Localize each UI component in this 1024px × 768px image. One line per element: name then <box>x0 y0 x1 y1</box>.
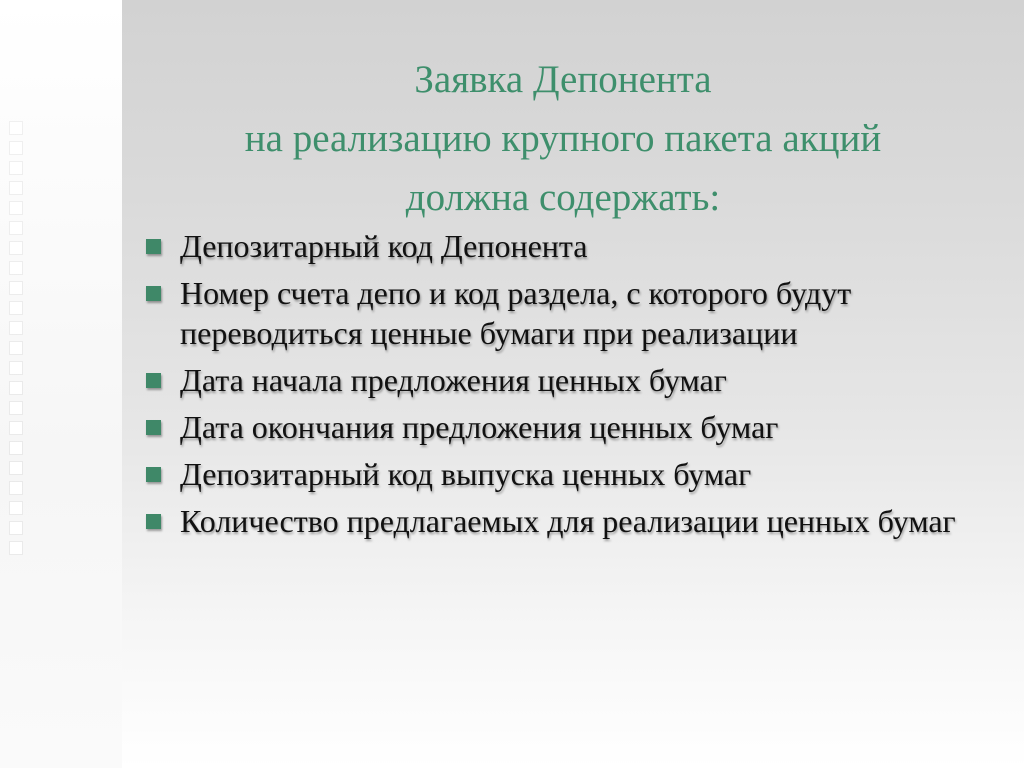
bullet-text: Депозитарный код выпуска ценных бумаг <box>180 456 752 492</box>
bullet-list <box>146 226 966 548</box>
decorative-square <box>10 462 22 474</box>
bullet-item-end-date <box>146 407 966 447</box>
square-bullet-icon <box>146 420 161 435</box>
decorative-square <box>10 122 22 134</box>
bullet-text: Дата начала предложения ценных бумаг <box>180 362 727 398</box>
decorative-square <box>10 282 22 294</box>
bullet-text: Номер счета депо и код раздела, с которого будут переводиться ценные бумаги при реализации <box>180 275 852 351</box>
title-line-2: на реализацию крупного пакета акций <box>244 117 882 160</box>
title-line-1: Заявка Депонента <box>414 58 712 101</box>
decorative-left-strip <box>0 0 122 768</box>
decorative-square-column <box>10 0 24 768</box>
decorative-square <box>10 222 22 234</box>
decorative-square <box>10 422 22 434</box>
decorative-square <box>10 482 22 494</box>
bullet-text: Количество предлагаемых для реализации ценных бумаг <box>180 503 956 539</box>
decorative-square <box>10 522 22 534</box>
square-bullet-icon <box>146 286 161 301</box>
decorative-square <box>10 202 22 214</box>
bullet-item-account-number <box>146 273 966 353</box>
decorative-square <box>10 242 22 254</box>
decorative-square <box>10 442 22 454</box>
square-bullet-icon <box>146 373 161 388</box>
slide-title <box>128 50 998 227</box>
bullet-item-start-date <box>146 360 966 400</box>
bullet-item-quantity <box>146 501 966 541</box>
decorative-square <box>10 402 22 414</box>
bullet-text: Депозитарный код Депонента <box>180 228 588 264</box>
decorative-square <box>10 182 22 194</box>
decorative-square <box>10 302 22 314</box>
square-bullet-icon <box>146 467 161 482</box>
decorative-square <box>10 322 22 334</box>
decorative-square <box>10 142 22 154</box>
square-bullet-icon <box>146 514 161 529</box>
bullet-item-depositary-code <box>146 226 966 266</box>
square-bullet-icon <box>146 239 161 254</box>
decorative-square <box>10 262 22 274</box>
decorative-square <box>10 362 22 374</box>
decorative-square <box>10 502 22 514</box>
bullet-item-issue-code <box>146 454 966 494</box>
decorative-square <box>10 542 22 554</box>
decorative-square <box>10 382 22 394</box>
title-line-3: должна содержать: <box>405 176 721 219</box>
decorative-square <box>10 342 22 354</box>
decorative-square <box>10 162 22 174</box>
bullet-text: Дата окончания предложения ценных бумаг <box>180 409 779 445</box>
